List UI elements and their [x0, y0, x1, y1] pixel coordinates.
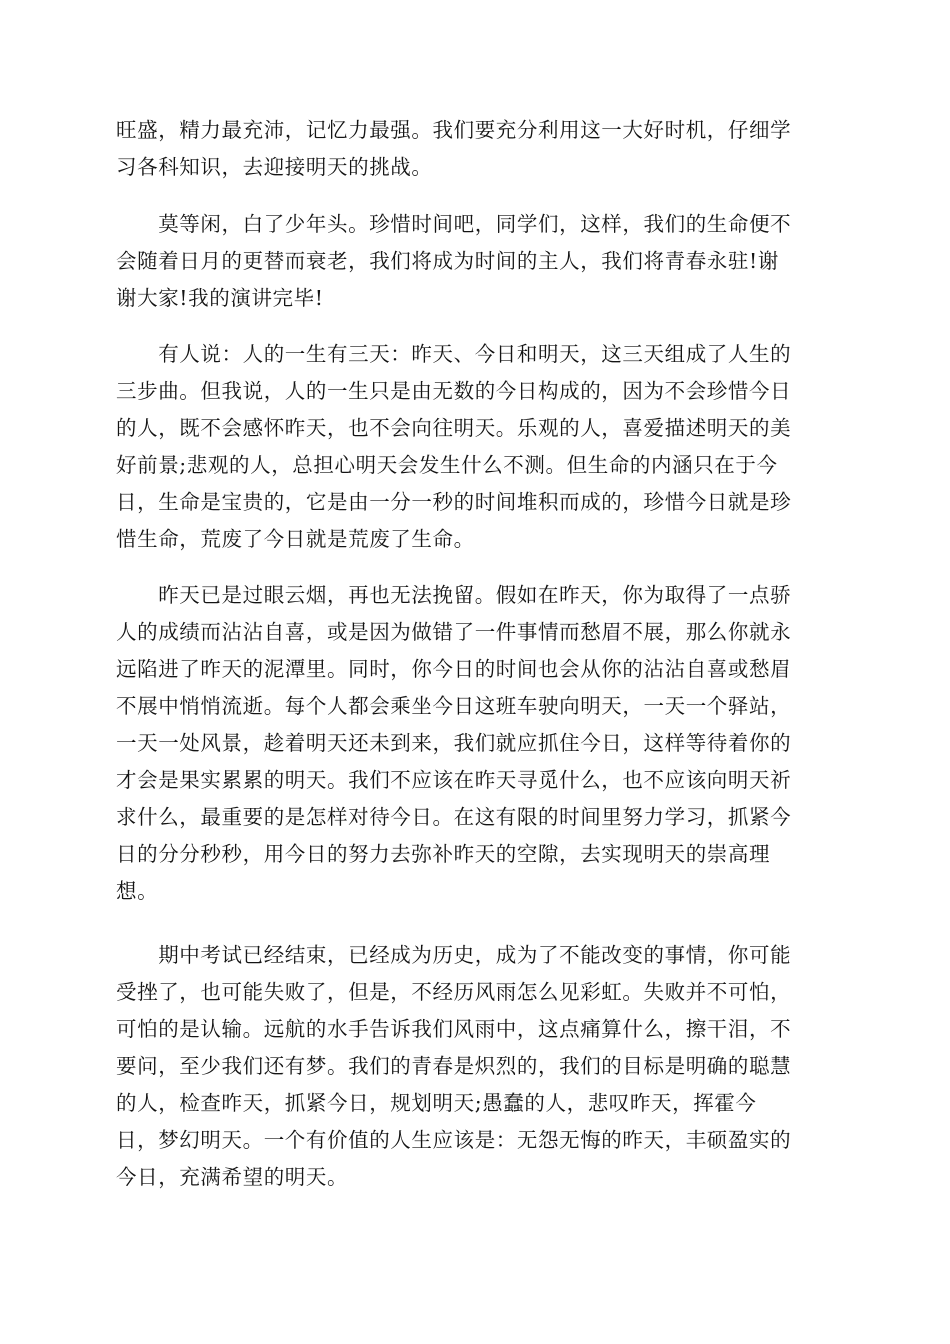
text-line: 的人，既不会感怀昨天，也不会向往明天。乐观的人，喜爱描述明天的美 [116, 416, 792, 440]
paragraph-2 [116, 206, 834, 317]
text-line: 一天一处风景，趁着明天还未到来，我们就应抓住今日，这样等待着你的 [116, 731, 792, 755]
text-line: 远陷进了昨天的泥潭里。同时，你今日的时间也会从你的沾沾自喜或愁眉 [116, 657, 792, 681]
text-line: 好前景;悲观的人，总担心明天会发生什么不测。但生命的内涵只在于今 [116, 453, 778, 477]
text-line: 会随着日月的更替而衰老，我们将成为时间的主人，我们将青春永驻!谢 [116, 249, 779, 273]
text-line: 日，梦幻明天。一个有价值的人生应该是：无怨无悔的昨天，丰硕盈实的 [116, 1128, 792, 1152]
text-line: 人的成绩而沾沾自喜，或是因为做错了一件事情而愁眉不展，那么你就永 [116, 620, 792, 644]
text-line: 才会是果实累累的明天。我们不应该在昨天寻觅什么，也不应该向明天祈 [116, 768, 792, 792]
text-line: 旺盛，精力最充沛，记忆力最强。我们要充分利用这一大好时机，仔细学 [116, 118, 792, 142]
text-line: 惜生命，荒废了今日就是荒废了生命。 [116, 527, 475, 551]
text-line: 要问，至少我们还有梦。我们的青春是炽烈的，我们的目标是明确的聪慧 [116, 1054, 792, 1078]
text-line: 求什么，最重要的是怎样对待今日。在这有限的时间里努力学习，抓紧今 [116, 805, 792, 829]
text-line: 有人说：人的一生有三天：昨天、今日和明天，这三天组成了人生的 [116, 342, 792, 366]
text-line: 期中考试已经结束，已经成为历史，成为了不能改变的事情，你可能 [116, 943, 792, 967]
paragraph-1 [116, 112, 834, 186]
text-line: 日，生命是宝贵的，它是由一分一秒的时间堆积而成的，珍惜今日就是珍 [116, 490, 792, 514]
text-line: 可怕的是认输。远航的水手告诉我们风雨中，这点痛算什么，擦干泪，不 [116, 1017, 792, 1041]
text-line: 三步曲。但我说，人的一生只是由无数的今日构成的，因为不会珍惜今日 [116, 379, 792, 403]
text-line: 不展中悄悄流逝。每个人都会乘坐今日这班车驶向明天，一天一个驿站， [116, 694, 792, 718]
text-line: 的人，检查昨天，抓紧今日，规划明天;愚蠢的人，悲叹昨天，挥霍今 [116, 1091, 757, 1115]
paragraph-3 [116, 336, 834, 558]
text-line: 莫等闲，白了少年头。珍惜时间吧，同学们，这样，我们的生命便不 [116, 212, 792, 236]
paragraph-5 [116, 937, 834, 1196]
text-line: 习各科知识，去迎接明天的挑战。 [116, 155, 433, 179]
text-line: 受挫了，也可能失败了，但是，不经历风雨怎么见彩虹。失败并不可怕， [116, 980, 792, 1004]
text-line: 今日，充满希望的明天。 [116, 1165, 349, 1189]
paragraph-4 [116, 577, 834, 910]
text-line: 日的分分秒秒，用今日的努力去弥补昨天的空隙，去实现明天的崇高理 [116, 842, 771, 866]
text-line: 想。 [116, 879, 159, 903]
text-line: 谢大家!我的演讲完毕! [116, 286, 324, 310]
text-line: 昨天已是过眼云烟，再也无法挽留。假如在昨天，你为取得了一点骄 [116, 583, 792, 607]
